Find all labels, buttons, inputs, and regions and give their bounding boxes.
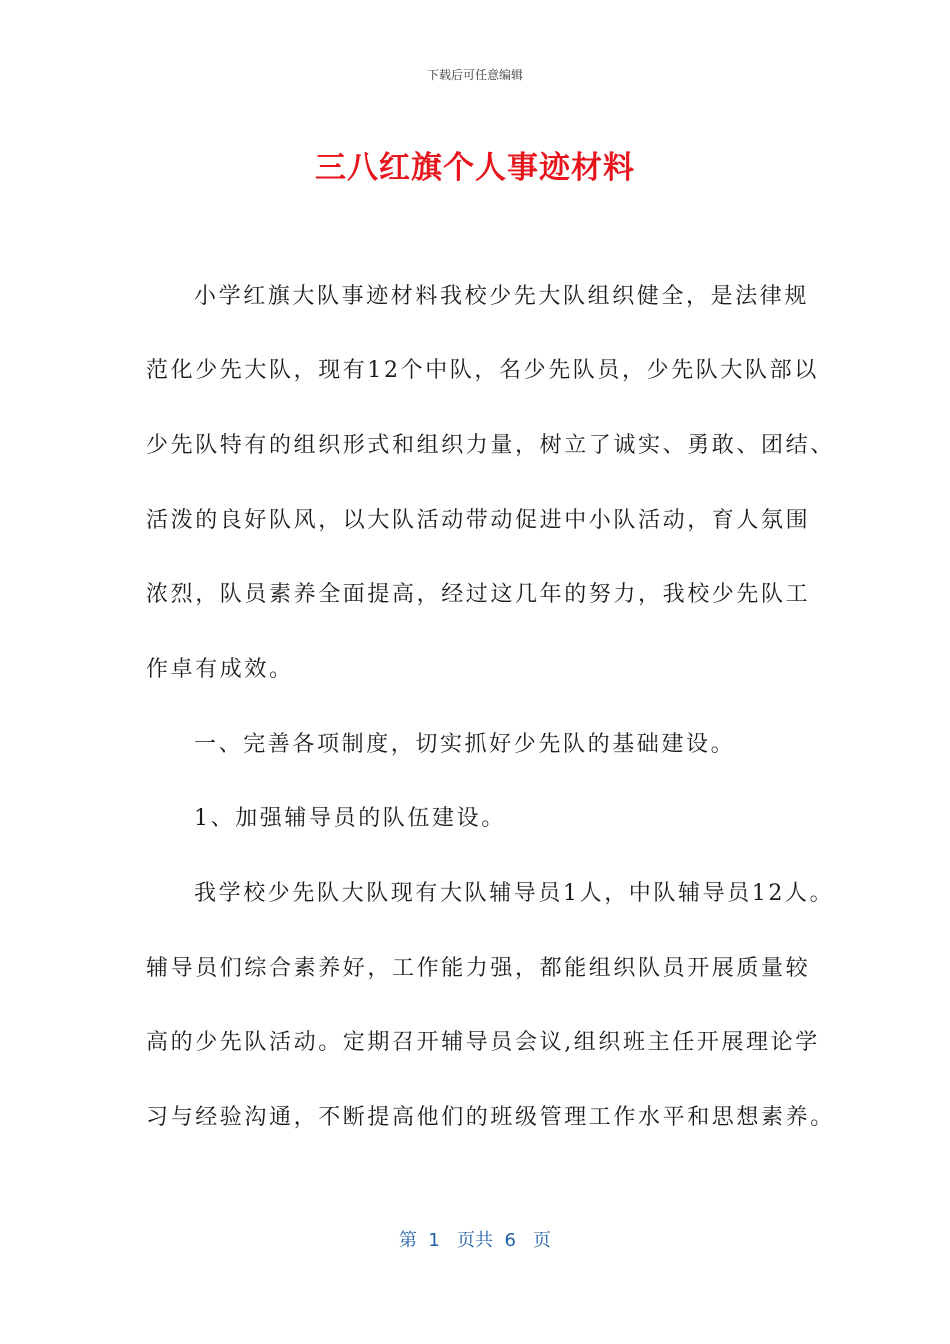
paragraph-line: 我学校少先队大队现有大队辅导员1人，中队辅导员12人。: [194, 881, 835, 906]
paragraph-line: 小学红旗大队事迹材料我校少先大队组织健全，是法律规: [194, 284, 810, 309]
paragraph-line: 范化少先大队，现有12个中队，名少先队员，少先队大队部以: [146, 358, 819, 383]
page-number: 第 1 页共 6 页: [398, 1230, 552, 1251]
document-title: 三八红旗个人事迹材料: [315, 150, 635, 186]
paragraph-line: 作卓有成效。: [146, 657, 294, 682]
paragraph-line: 少先队特有的组织形式和组织力量，树立了诚实、勇敢、团结、: [146, 433, 835, 458]
paragraph-line: 活泼的良好队风，以大队活动带动促进中小队活动，育人氛围: [146, 508, 811, 533]
section-heading: 一、完善各项制度，切实抓好少先队的基础建设。: [194, 732, 736, 757]
paragraph-line: 习与经验沟通，不断提高他们的班级管理工作水平和思想素养。: [146, 1105, 835, 1130]
subsection-heading: 1、加强辅导员的队伍建设。: [194, 806, 506, 831]
paragraph-line: 浓烈，队员素养全面提高，经过这几年的努力，我校少先队工: [146, 582, 811, 607]
paragraph-line: 辅导员们综合素养好，工作能力强，都能组织队员开展质量较: [146, 956, 811, 981]
header-note: 下载后可任意编辑: [426, 68, 523, 82]
paragraph-line: 高的少先队活动。定期召开辅导员会议,组织班主任开展理论学: [146, 1030, 820, 1055]
